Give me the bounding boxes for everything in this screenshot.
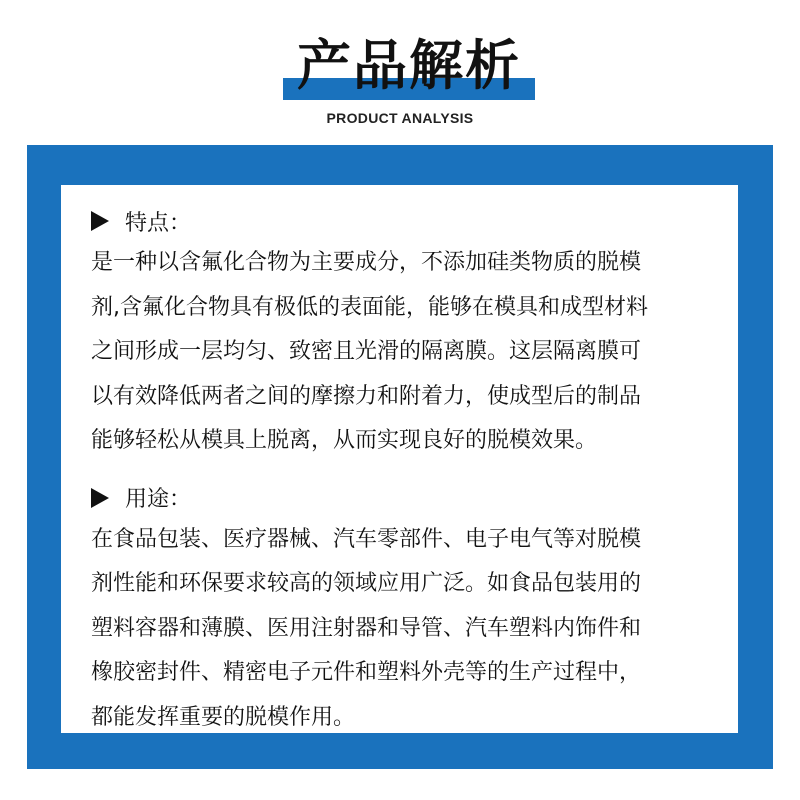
section-heading-label: 特点： xyxy=(125,210,192,236)
paragraph-line: 以有效降低两者之间的摩擦力和附着力，使成型后的制品 xyxy=(91,383,642,409)
paragraph-line: 之间形成一层均匀、致密且光滑的隔离膜。这层隔离膜可 xyxy=(91,339,642,364)
section-heading-features xyxy=(91,201,731,241)
page-subtitle: PRODUCT ANALYSIS xyxy=(326,110,474,126)
play-arrow-icon xyxy=(91,488,109,508)
content-body xyxy=(91,201,731,740)
section-gap xyxy=(91,464,731,478)
section-heading-uses xyxy=(91,478,731,518)
paragraph-line: 塑料容器和薄膜、医用注射器和导管、汽车塑料内饰件和 xyxy=(91,615,642,641)
paragraph-line: 剂性能和环保要求较高的领域应用广泛。如食品包装用的 xyxy=(91,571,642,596)
section-heading-label: 用途： xyxy=(125,487,192,512)
page-title: 产品解析 xyxy=(297,34,521,97)
paragraph-line: 都能发挥重要的脱模作用。 xyxy=(91,704,356,730)
blue-frame xyxy=(27,145,773,769)
paragraph-line: 是一种以含氟化合物为主要成分，不添加硅类物质的脱模 xyxy=(91,250,642,275)
content-panel xyxy=(61,185,738,733)
page-header xyxy=(0,0,800,140)
paragraph-line: 能够轻松从模具上脱离，从而实现良好的脱模效果。 xyxy=(91,428,598,453)
title-block xyxy=(283,30,535,102)
paragraph-line: 在食品包装、医疗器械、汽车零部件、电子电气等对脱模 xyxy=(91,526,642,552)
features-paragraph xyxy=(91,241,731,464)
paragraph-line: 橡胶密封件、精密电子元件和塑料外壳等的生产过程中， xyxy=(91,660,642,685)
play-arrow-icon xyxy=(91,211,109,231)
paragraph-line: 剂,含氟化合物具有极低的表面能，能够在模具和成型材料 xyxy=(91,294,648,320)
uses-paragraph xyxy=(91,518,731,741)
